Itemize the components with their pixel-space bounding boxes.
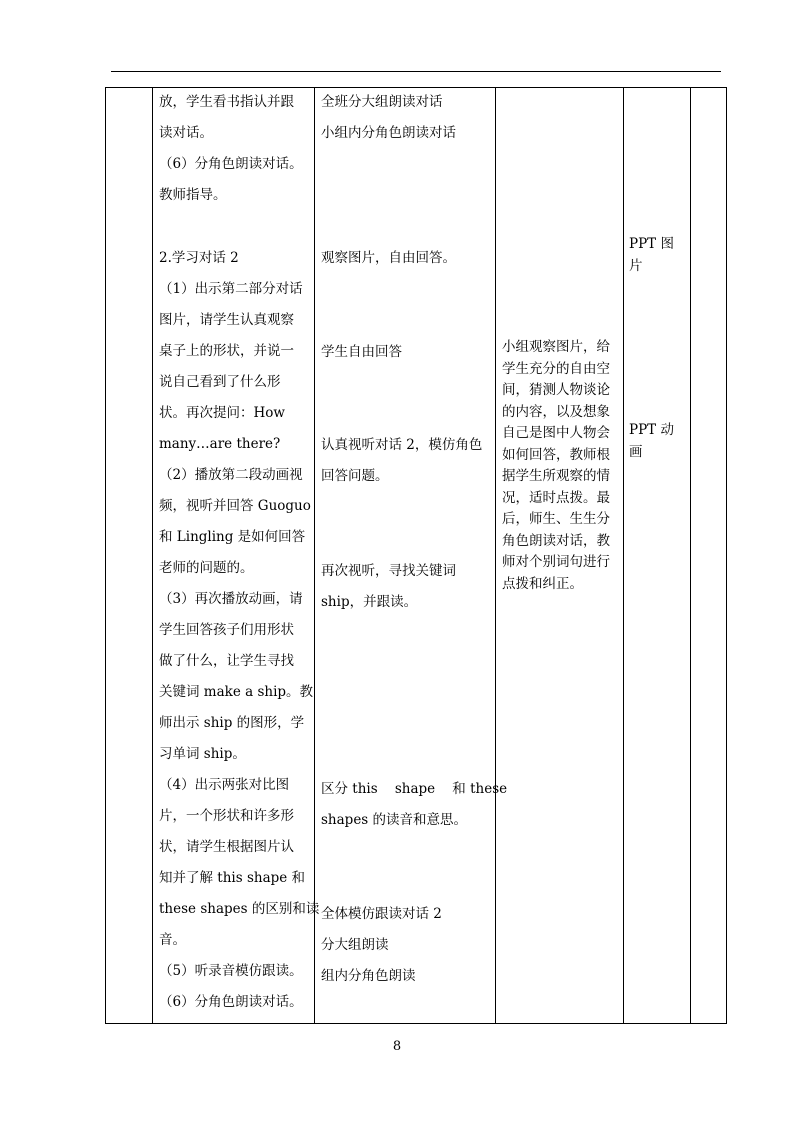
text-line: （3）再次播放动画，请 xyxy=(159,591,303,607)
text-line: 的内容，以及想象 xyxy=(502,403,610,420)
student-activity-distinguish xyxy=(321,774,507,836)
text-line: 桌子上的形状，并说一 xyxy=(159,343,294,359)
text-line: 回答问题。 xyxy=(321,468,389,484)
text-line: 认真视听对话 2，模仿角色 xyxy=(321,437,483,453)
teacher-activities-block-2 xyxy=(159,243,319,1018)
student-activity-group-reading xyxy=(321,87,456,149)
column-divider xyxy=(690,87,691,1024)
text-line: 点拨和纠正。 xyxy=(502,575,583,592)
header-rule xyxy=(111,71,721,72)
media-ppt-animation xyxy=(629,420,674,463)
text-line: 小组观察图片，给 xyxy=(502,339,610,355)
text-line: 图片，请学生认真观察 xyxy=(159,312,294,328)
text-line: 老师的问题的。 xyxy=(159,560,254,576)
text-line: 片，一个形状和许多形 xyxy=(159,808,294,824)
text-line: PPT 图 xyxy=(629,236,674,252)
text-line: 角色朗读对话，教 xyxy=(502,532,610,549)
text-line: 状，请学生根据图片认 xyxy=(159,839,294,855)
text-line: 组内分角色朗读 xyxy=(321,968,416,984)
text-line: 再次视听，寻找关键词 xyxy=(321,563,456,579)
text-line: 分大组朗读 xyxy=(321,937,389,953)
student-activity-free-answer xyxy=(321,337,402,368)
text-line: 全班分大组朗读对话 xyxy=(321,94,443,110)
page-number: 8 xyxy=(392,1039,402,1054)
text-line: 读对话。 xyxy=(159,125,213,141)
teacher-activities-block-1 xyxy=(159,87,303,211)
text-line: 观察图片，自由回答。 xyxy=(321,250,456,266)
section-heading: 2.学习对话 2 xyxy=(159,250,239,266)
student-activity-keyword xyxy=(321,556,456,618)
text-line: PPT 动 xyxy=(629,422,674,438)
text-line: （2）播放第二段动画视 xyxy=(159,467,303,483)
text-line: 学生充分的自由空 xyxy=(502,360,610,377)
text-line: these shapes 的区别和读 xyxy=(159,901,320,917)
text-line: 师出示 ship 的图形，学 xyxy=(159,715,305,731)
text-line: （4）出示两张对比图 xyxy=(159,777,290,793)
text-line: （1）出示第二部分对话 xyxy=(159,281,303,297)
text-line: 区分 this shape 和 these xyxy=(321,781,508,797)
text-line: 关键词 make a ship。教 xyxy=(159,684,314,700)
text-line: 习单词 ship。 xyxy=(159,746,246,762)
design-intent xyxy=(502,337,610,595)
text-line: （5）听录音模仿跟读。 xyxy=(159,963,303,979)
text-line: shapes 的读音和意思。 xyxy=(321,812,468,828)
column-divider xyxy=(495,87,496,1024)
text-line: 知并了解 this shape 和 xyxy=(159,870,306,886)
text-line: 片 xyxy=(629,257,643,274)
student-activity-observe xyxy=(321,243,456,274)
text-line: 学生自由回答 xyxy=(321,344,402,360)
text-line: 间，猜测人物谈论 xyxy=(502,382,610,398)
column-divider xyxy=(152,87,153,1024)
text-line: 状。再次提问：How xyxy=(159,405,285,421)
text-line: 据学生所观察的情 xyxy=(502,468,610,484)
text-line: 教师指导。 xyxy=(159,187,227,203)
text-line: 小组内分角色朗读对话 xyxy=(321,125,456,141)
text-line: （6）分角色朗读对话。 xyxy=(159,994,303,1010)
text-line: 和 Lingling 是如何回答 xyxy=(159,529,306,545)
text-line: 学生回答孩子们用形状 xyxy=(159,622,294,638)
text-line: 师对个别词句进行 xyxy=(502,554,610,570)
text-line: 况，适时点拨。最 xyxy=(502,489,610,506)
text-line: 做了什么，让学生寻找 xyxy=(159,653,294,669)
text-line: 画 xyxy=(629,443,643,460)
text-line: many…are there? xyxy=(159,436,281,452)
student-activity-watch-imitate xyxy=(321,430,482,492)
media-ppt-image xyxy=(629,234,674,277)
text-line: 频，视听并回答 Guoguo xyxy=(159,498,311,514)
text-line: 放，学生看书指认并跟 xyxy=(159,94,294,110)
text-line: 说自己看到了什么形 xyxy=(159,374,281,390)
student-activity-imitate-reading xyxy=(321,899,442,992)
text-line: 自己是图中人物会 xyxy=(502,425,610,441)
text-line: 音。 xyxy=(159,932,186,948)
text-line: 如何回答，教师根 xyxy=(502,446,610,463)
column-divider xyxy=(623,87,624,1024)
text-line: ship，并跟读。 xyxy=(321,594,418,610)
text-line: 后，师生、生生分 xyxy=(502,511,610,527)
text-line: （6）分角色朗读对话。 xyxy=(159,156,303,172)
text-line: 全体模仿跟读对话 2 xyxy=(321,906,442,922)
